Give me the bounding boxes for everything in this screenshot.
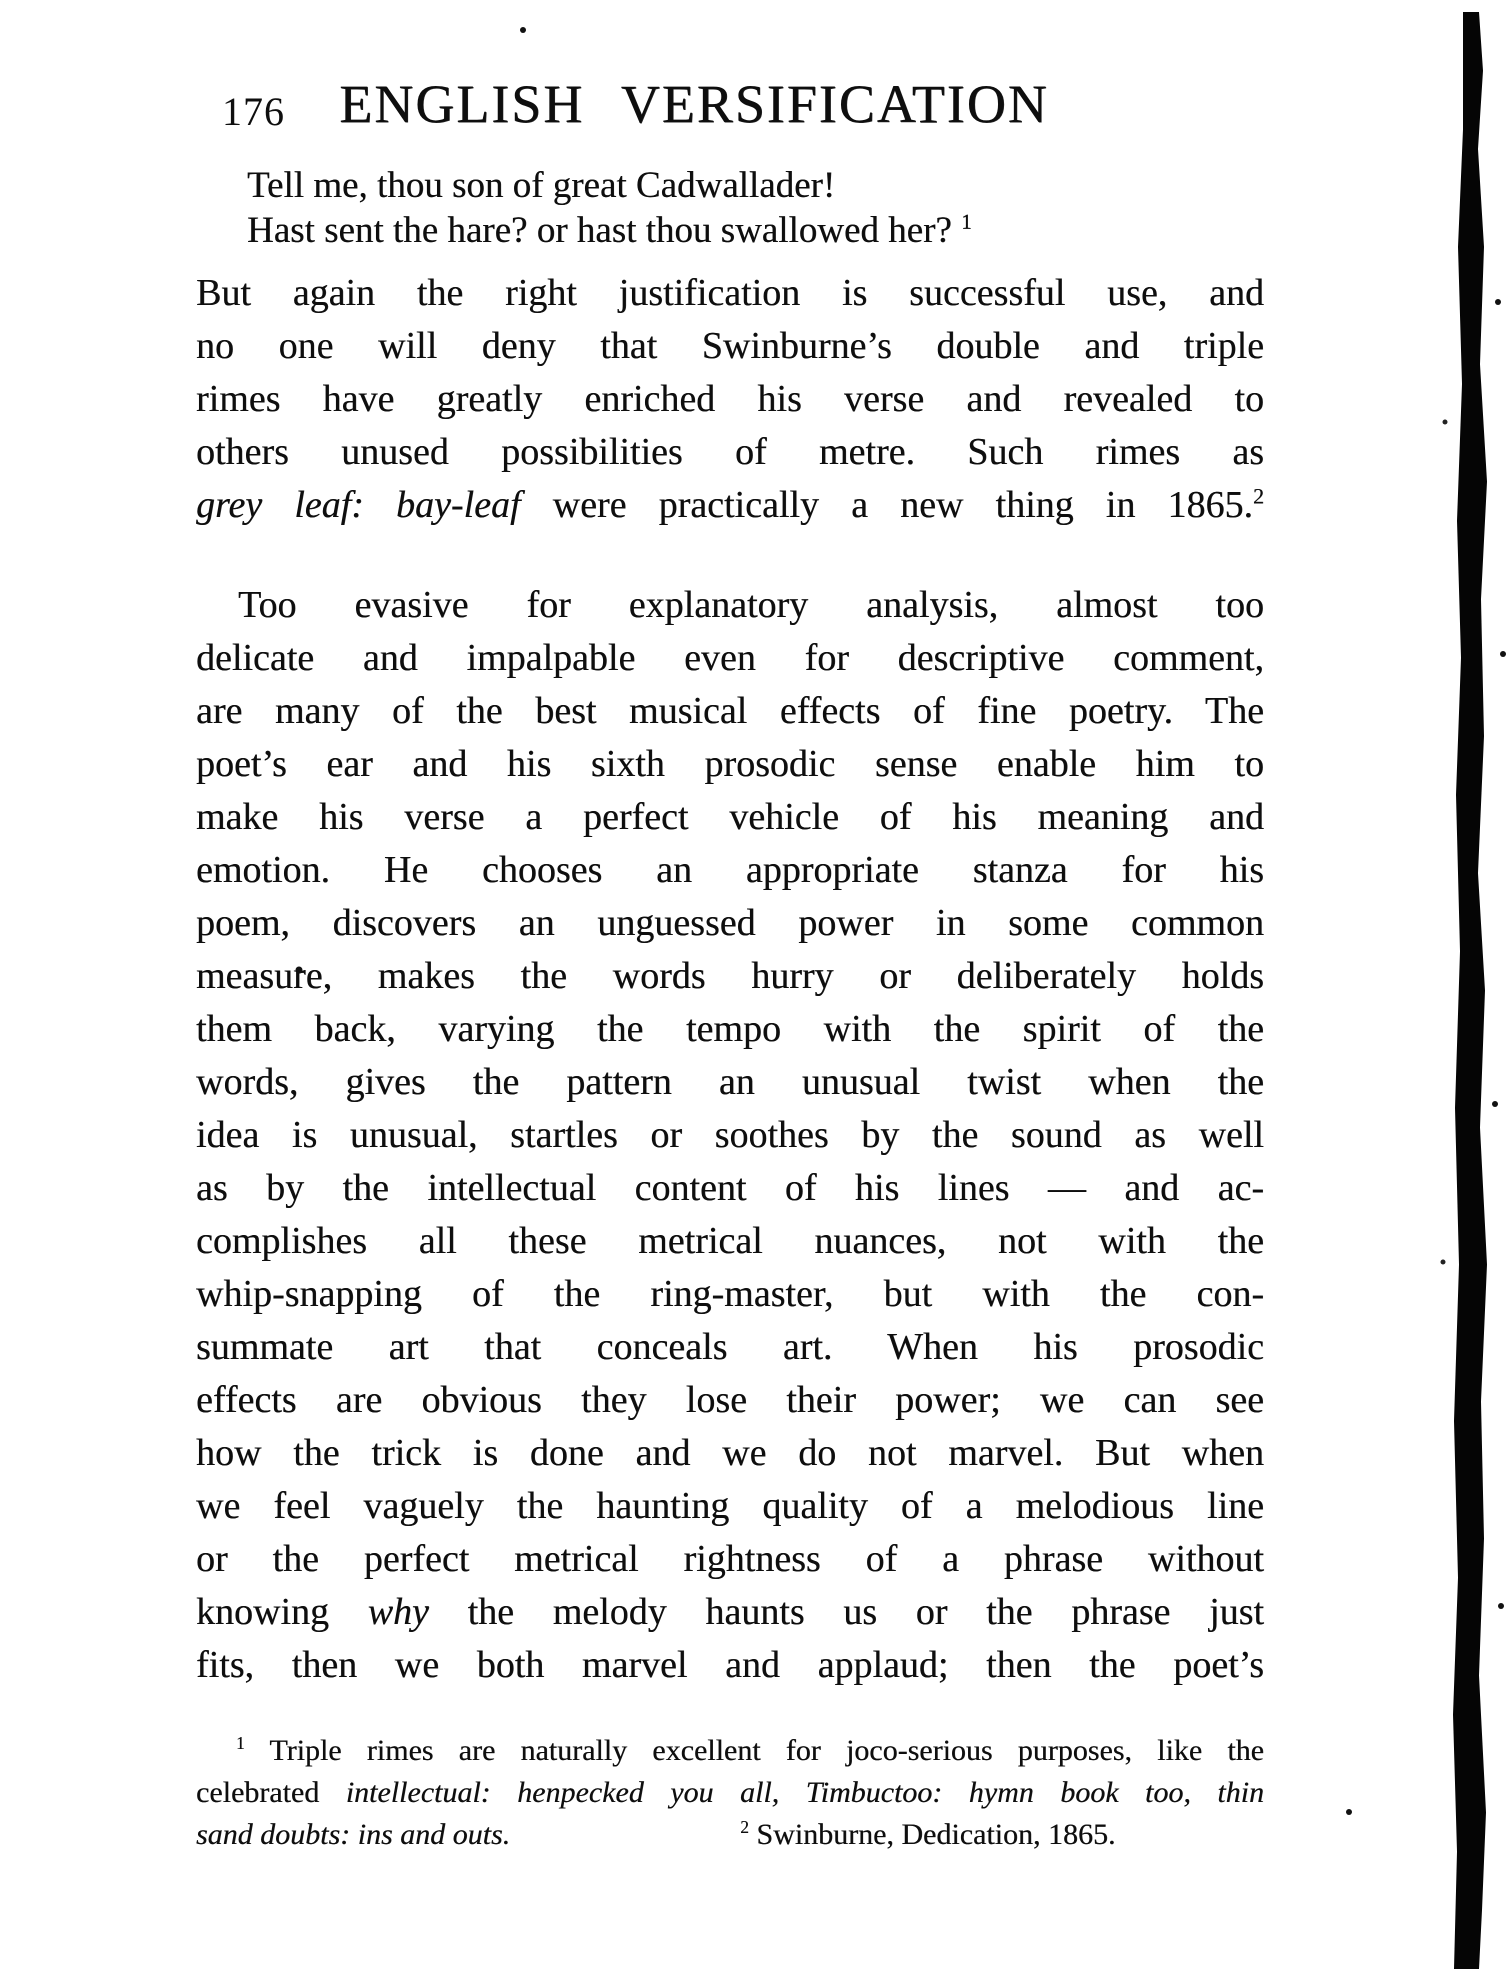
text-line	[196, 1162, 1264, 1215]
scan-gutter-artifact	[1448, 12, 1498, 1969]
text-segment: we feel vaguely the haunting quality of a melodious line	[196, 1485, 1264, 1527]
text-segment: whip-snapping of the ring-master, but with the con-	[196, 1273, 1264, 1315]
text-line	[196, 1639, 1264, 1692]
text-segment: celebrated	[196, 1776, 346, 1809]
text-segment: them back, varying the tempo with the spirit of the	[196, 1008, 1264, 1050]
text-segment: Hast sent the hare? or hast thou swallowed her?	[247, 210, 962, 251]
text-line	[196, 897, 1264, 950]
footnote-2	[740, 1814, 1115, 1856]
text-line	[196, 1480, 1264, 1533]
body-paragraph-1	[196, 267, 1264, 532]
text-line	[196, 632, 1264, 685]
text-line	[196, 1772, 1264, 1814]
text-line	[196, 791, 1264, 844]
italic-text: sand doubts: ins and outs.	[196, 1818, 511, 1851]
text-segment: were practically a new thing in 1865.	[520, 484, 1253, 526]
text-line	[196, 1427, 1264, 1480]
footnote-marker: 2	[1252, 483, 1264, 509]
text-line	[196, 479, 1264, 532]
text-segment: idea is unusual, startles or soothes by the sound as well	[196, 1114, 1264, 1156]
italic-text: grey leaf: bay-leaf	[196, 484, 521, 526]
text-segment: others unused possibilities of metre. Such rimes as	[196, 431, 1264, 473]
text-segment: or the perfect metrical rightness of a phrase without	[196, 1538, 1264, 1580]
text-line	[196, 579, 1264, 632]
footnote-marker: 1	[961, 209, 972, 234]
italic-text: intellectual: henpecked you all, Timbuctoo: hymn book too, thin	[345, 1776, 1264, 1809]
running-title: ENGLISH VERSIFICATION	[339, 74, 1049, 134]
text-line	[196, 738, 1264, 791]
text-line	[196, 1003, 1264, 1056]
footnote-marker: 2	[740, 1817, 749, 1837]
verse-quote	[247, 163, 1227, 253]
text-line	[196, 1321, 1264, 1374]
italic-text: why	[367, 1591, 429, 1633]
text-line	[196, 426, 1264, 479]
text-segment: Tell me, thou son of great Cadwallader!	[247, 165, 836, 206]
text-line	[196, 1374, 1264, 1427]
text-segment: poet’s ear and his sixth prosodic sense enable him to	[196, 743, 1264, 785]
text-segment: as by the intellectual content of his lines — and ac-	[196, 1167, 1264, 1209]
text-segment: emotion. He chooses an appropriate stanza for his	[196, 849, 1264, 891]
footnote-block	[196, 1730, 1264, 1856]
text-segment: knowing	[196, 1591, 368, 1633]
footnote-lines	[196, 1730, 1264, 1814]
text-line	[196, 1215, 1264, 1268]
text-segment: no one will deny that Swinburne’s double and triple	[196, 325, 1264, 367]
text-line	[247, 163, 1227, 208]
text-segment: Too evasive for explanatory analysis, almost too	[238, 584, 1264, 626]
text-segment: measure, makes the words hurry or deliberately holds	[196, 955, 1264, 997]
page-number: 176	[222, 89, 285, 134]
text-segment: how the trick is done and we do not marvel. But when	[196, 1432, 1264, 1474]
text-segment: effects are obvious they lose their power; we can see	[196, 1379, 1264, 1421]
text-line	[196, 1586, 1264, 1639]
text-line	[247, 208, 1227, 253]
body-paragraph-2	[196, 579, 1264, 1692]
text-segment: the melody haunts us or the phrase just	[428, 1591, 1265, 1633]
text-line	[196, 373, 1264, 426]
footnote-marker: 1	[236, 1733, 245, 1753]
text-segment: words, gives the pattern an unusual twist when the	[196, 1061, 1264, 1103]
text-line	[196, 1109, 1264, 1162]
text-line	[196, 267, 1264, 320]
footnote-last-line	[196, 1814, 1264, 1856]
text-segment: rimes have greatly enriched his verse and revealed to	[196, 378, 1264, 420]
text-line	[196, 1268, 1264, 1321]
text-line	[196, 844, 1264, 897]
text-segment: delicate and impalpable even for descriptive comment,	[196, 637, 1264, 679]
text-line	[196, 320, 1264, 373]
text-line	[196, 685, 1264, 738]
text-segment: Triple rimes are naturally excellent for joco-serious purposes, like the	[244, 1734, 1264, 1767]
footnote-1-continuation	[196, 1814, 510, 1856]
scan-speck-artifacts	[0, 0, 4, 4]
text-segment: are many of the best musical effects of fine poetry. The	[196, 690, 1264, 732]
text-line	[196, 1730, 1264, 1772]
text-segment: poem, discovers an unguessed power in some common	[196, 902, 1264, 944]
text-segment: fits, then we both marvel and applaud; then the poet’s	[196, 1644, 1264, 1686]
text-segment: make his verse a perfect vehicle of his meaning and	[196, 796, 1264, 838]
text-segment: Swinburne, Dedication, 1865.	[748, 1818, 1116, 1851]
text-line	[196, 1533, 1264, 1586]
text-line	[196, 1056, 1264, 1109]
text-line	[196, 950, 1264, 1003]
text-segment: But again the right justification is successful use, and	[196, 272, 1264, 314]
text-segment: complishes all these metrical nuances, not with the	[196, 1220, 1264, 1262]
text-segment: summate art that conceals art. When his prosodic	[196, 1326, 1264, 1368]
